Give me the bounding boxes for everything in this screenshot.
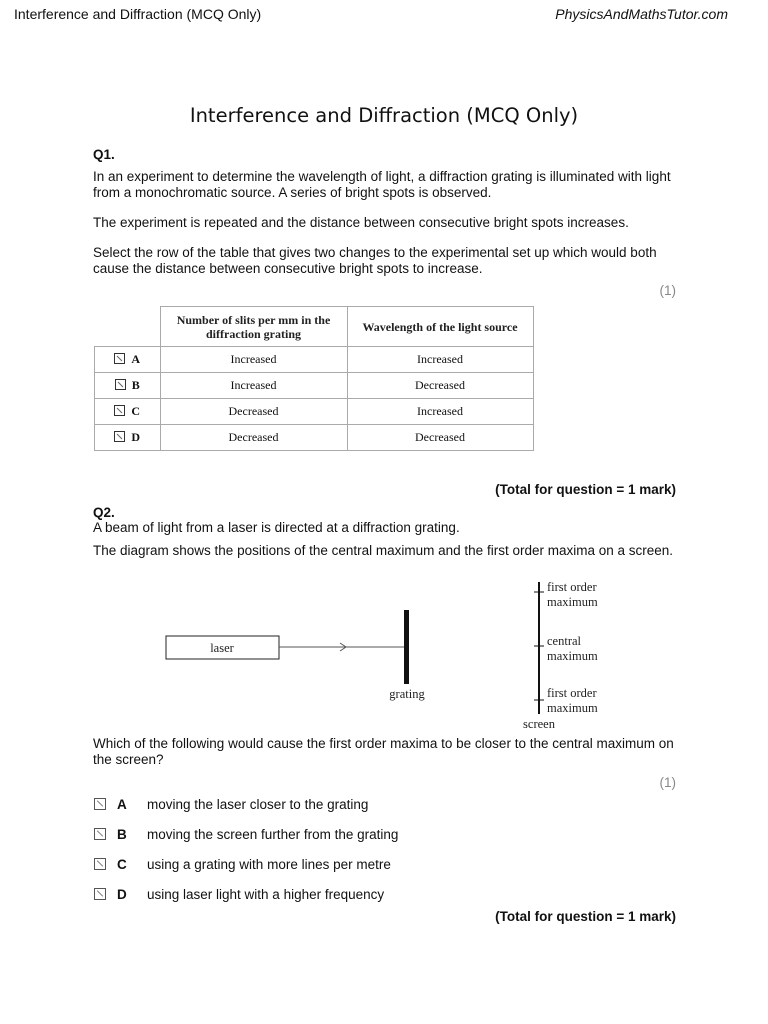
option-text: using a grating with more lines per metre [147,857,391,872]
table-header-slits: Number of slits per mm in the diffraction grating [160,307,347,347]
row-wavelength-value: Decreased [347,373,533,399]
q1-paragraph-3: Select the row of the table that gives two changes to the experimental set up which would both cause the distance between consecutive bright spots to increase. [93,245,657,276]
q1-label: Q1. [93,147,115,162]
screen-label: screen [523,717,555,731]
table-corner [95,307,161,347]
option-row-c[interactable] [94,857,391,872]
central-max-label-2: maximum [547,649,598,663]
page-title: Interference and Diffraction (MCQ Only) [189,104,579,127]
q2-total: (Total for question = 1 mark) [495,909,676,924]
running-header-site: PhysicsAndMathsTutor.com [555,6,728,22]
running-header-title: Interference and Diffraction (MCQ Only) [14,6,262,22]
laser-label: laser [210,641,234,655]
row-slits-value: Decreased [160,399,347,425]
row-slits-value: Increased [160,347,347,373]
q1-total: (Total for question = 1 mark) [495,482,676,497]
grating-bar [404,610,409,684]
row-wavelength-value: Decreased [347,425,533,451]
checkbox-icon[interactable] [94,828,106,840]
q2-paragraph-1: A beam of light from a laser is directed at a diffraction grating. [93,520,460,535]
checkbox-icon[interactable] [114,431,125,442]
table-header-wavelength: Wavelength of the light source [347,307,533,347]
row-letter: C [131,404,141,418]
option-letter: A [117,797,127,812]
row-slits-value: Decreased [160,425,347,451]
q1-paragraph-2: The experiment is repeated and the distance between consecutive bright spots increases. [93,215,629,230]
checkbox-icon[interactable] [114,405,125,416]
top-max-label-2: maximum [547,595,598,609]
q1-paragraph-1: In an experiment to determine the wavelength of light, a diffraction grating is illuminated with light from a monochromatic source. A series of bright spots is observed. [93,169,671,200]
grating-label: grating [389,687,425,701]
table-header-row [95,307,534,347]
option-text: moving the laser closer to the grating [147,797,369,812]
row-slits-value: Increased [160,373,347,399]
q1-options-table [94,306,534,451]
checkbox-icon[interactable] [94,858,106,870]
checkbox-icon[interactable] [115,379,126,390]
q2-label: Q2. [93,505,115,520]
checkbox-icon[interactable] [114,353,125,364]
option-letter: C [117,857,127,872]
q2-paragraph-2: The diagram shows the positions of the central maximum and the first order maxima on a screen. [93,543,674,558]
row-option-cell[interactable] [95,425,161,451]
checkbox-icon[interactable] [94,798,106,810]
table-row[interactable] [95,347,534,373]
table-row[interactable] [95,399,534,425]
row-option-cell[interactable] [95,347,161,373]
row-option-cell[interactable] [95,373,161,399]
central-max-label-1: central [547,634,582,648]
top-max-label-1: first order [547,580,597,594]
q2-paragraph-3: Which of the following would cause the first order maxima to be closer to the central maximum on the screen? [93,736,674,767]
row-letter: D [131,430,141,444]
bottom-max-label-1: first order [547,686,597,700]
option-text: moving the screen further from the grating [147,827,399,842]
option-letter: D [117,887,127,902]
row-letter: B [131,378,140,392]
option-row-a[interactable] [94,797,369,812]
row-wavelength-value: Increased [347,347,533,373]
option-row-b[interactable] [94,827,399,842]
q1-marks: (1) [659,283,676,298]
table-row[interactable] [95,425,534,451]
row-letter: A [131,352,141,366]
bottom-max-label-2: maximum [547,701,598,715]
table-row[interactable] [95,373,534,399]
q2-marks: (1) [659,775,676,790]
diffraction-diagram [0,578,768,738]
option-letter: B [117,827,127,842]
option-text: using laser light with a higher frequency [147,887,385,902]
option-row-d[interactable] [94,887,385,902]
row-option-cell[interactable] [95,399,161,425]
checkbox-icon[interactable] [94,888,106,900]
row-wavelength-value: Increased [347,399,533,425]
